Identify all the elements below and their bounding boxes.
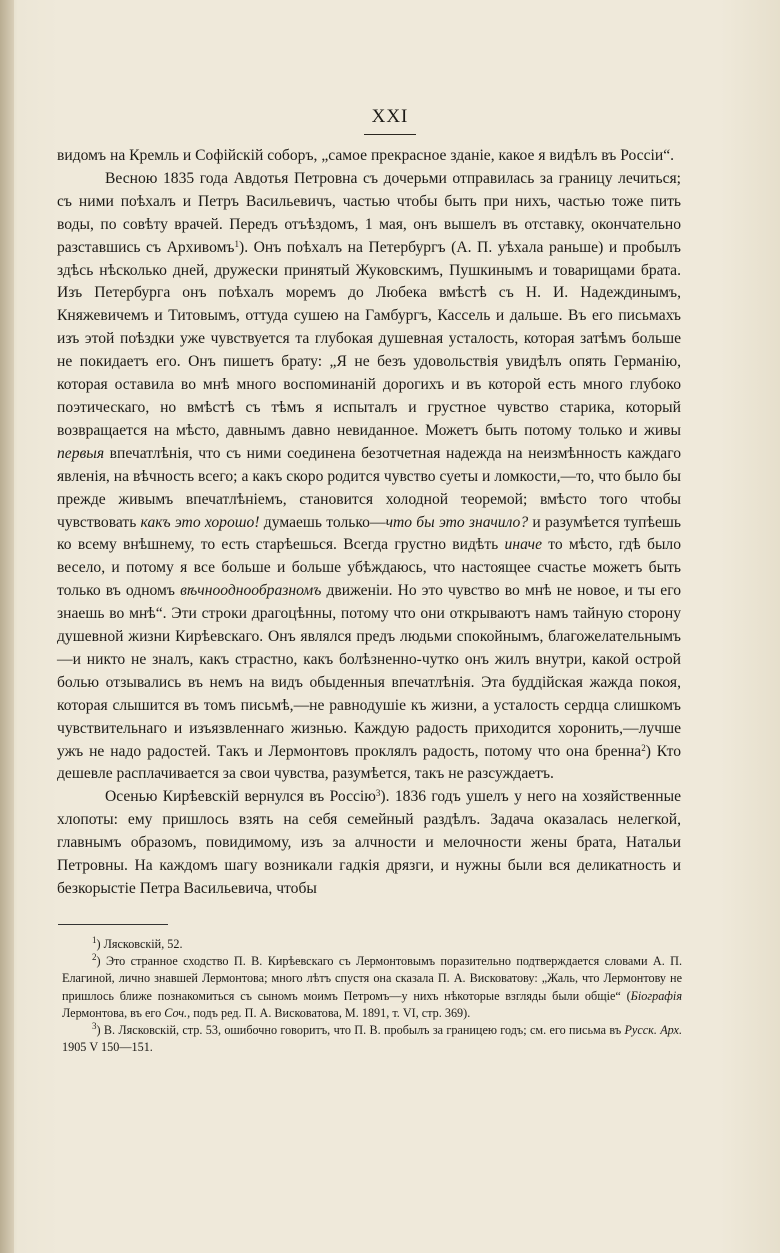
- page-header: [0, 106, 780, 135]
- footnote-3: $^3$) В. Лясковскій, стр. 53, ошибочно говоритъ, что П. В. пробылъ за границею годъ; см. его письма въ Русск. Арх. 1905 V 150—151.: [62, 1021, 682, 1055]
- main-text: [57, 145, 681, 901]
- paragraph-1: видомъ на Кремль и Софійскій соборъ, „самое прекрасное зданіе, какое я видѣлъ въ Россіи“.: [57, 147, 675, 164]
- emphasis: какъ это хорошо!: [140, 513, 260, 531]
- paragraph-2: Весною 1835 года Авдотья Петровна съ дочерьми отправилась за границу лечиться; съ ними поѣхалъ и Петръ Васильевичъ, частью чтобы быть при нихъ, частью тоже пить воды, по совѣту врачей. Передъ отъѣздомъ, 1 мая, онъ вышелъ въ отставку, окончательно разставшись съ Архивомъ$^1$). Онъ поѣхалъ на Петербургъ (А. П. уѣхала раньше) и пробылъ здѣсь нѣсколько дней, дружески принятый Жуковскимъ, Пушкинымъ и товарищами брата. Изъ Петербурга онъ поѣхалъ моремъ до Любека вмѣстѣ съ Н. И. Надеждинымъ, Княжевичемъ и Титовымъ, оттуда сушею на Гамбургъ, Кассель и дальше. Въ его письмахъ изъ этой поѣздки уже чувствуется та глубокая душевная усталость, которая затѣмъ больше не покидаетъ его. Онъ пишетъ брату: „Я не безъ удовольствія увидѣлъ опять Германію, которая оставила во мнѣ много воспоминаній дорогихъ и въ которой есть много глубоко поэтическаго, но вмѣстѣ съ тѣмъ я испыталъ и грустное чувство старика, который возвращается на мѣсто, давнымъ давно невиданное. Можетъ быть потому только и живы первыя впечатлѣнія, что съ ними соединена безотчетная надежда на неизмѣнность каждаго явленія, на вѣчность всего; а какъ скоро родится чувство суеты и ломкости,—то, что было бы прежде живымъ впечатлѣніемъ, становится холодной теоремой; вмѣсто того чтобы чувствовать какъ это хорошо! думаешь только—что бы это значило? и разумѣется тупѣешь ко всему внѣшнему, то есть старѣешься. Всегда грустно видѣть иначе то мѣсто, гдѣ было весело, и потому я все больше и больше убѣждаюсь, что настоящее счастье можетъ быть только въ одномъ вѣчнооднообразномъ движеніи. Но это чувство во мнѣ не новое, и ты его знаешь во мнѣ“. Эти строки драгоцѣнны, потому что они открываютъ намъ тайную сторону душевной жизни Кирѣевскаго. Онъ являлся предъ людьми спокойнымъ, благожелательнымъ—и никто не зналъ, какъ страстно, какъ болѣзненно-чутко онъ жилъ внутри, какой острой болью отзывались въ немъ на видъ обыденныя впечатлѣнія. Эта буддійская жажда покоя, которая слышится въ томъ письмѣ,—не равнодушіе къ жизни, а усталость сердца слишкомъ чувствительнаго и изъязвленнаго жизнью. Каждую радость приходится хоронить,—лучше ужъ не надо радостей. Такъ и Лермонтовъ проклялъ радость, потому что она бренна$^2$) Кто дешевле расплачивается за свои чувства, разумѣется, такъ не разсуждаетъ.: [57, 169, 681, 783]
- paragraph-3: Осенью Кирѣевскій вернулся въ Россію$^3$). 1836 годъ ушелъ у него на хозяйственные хлопоты: ему пришлось взять на себя семейный раздѣлъ. Задача оказалась нелегкой, главнымъ образомъ, повидимому, изъ за алчности и мелочности жены брата, Натальи Петровны. На каждомъ шагу возникали гадкія дрязги, и нужны были вся деликатность и безкорыстіе Петра Васильевича, чтобы: [57, 788, 681, 897]
- footnote-ref-3: 3: [375, 788, 381, 799]
- footnote-ref-2: 2: [641, 742, 646, 753]
- footnotes: [62, 936, 682, 1056]
- book-spine-shadow: [0, 0, 14, 1253]
- footnote-divider: [58, 924, 168, 925]
- footnote-ref-1: 1: [234, 238, 239, 249]
- emphasis: иначе: [504, 536, 543, 554]
- footnote-2: $^2$) Это странное сходство П. В. Кирѣевскаго съ Лермонтовымъ поразительно подтверждается словами А. П. Елагиной, лично знавшей Лермонтова; много лѣтъ спустя она сказала П. А. Висковатову: „Жаль, что Лермонтову не пришлось ближе познакомиться съ сыномъ моимъ Петромъ—у нихъ нѣкоторые взгляды были общіе“ (Біографія Лермонтова, въ его Соч., подъ ред. П. А. Висковатова, М. 1891, т. VI, стр. 369).: [62, 952, 682, 1020]
- emphasis: что бы это значило?: [385, 513, 529, 531]
- page-number: XXI: [364, 106, 417, 135]
- emphasis: вѣчнооднообразномъ: [180, 582, 322, 600]
- footnote-1: $^1$) Лясковскій, 52.: [92, 935, 183, 951]
- emphasis: первыя: [57, 444, 105, 462]
